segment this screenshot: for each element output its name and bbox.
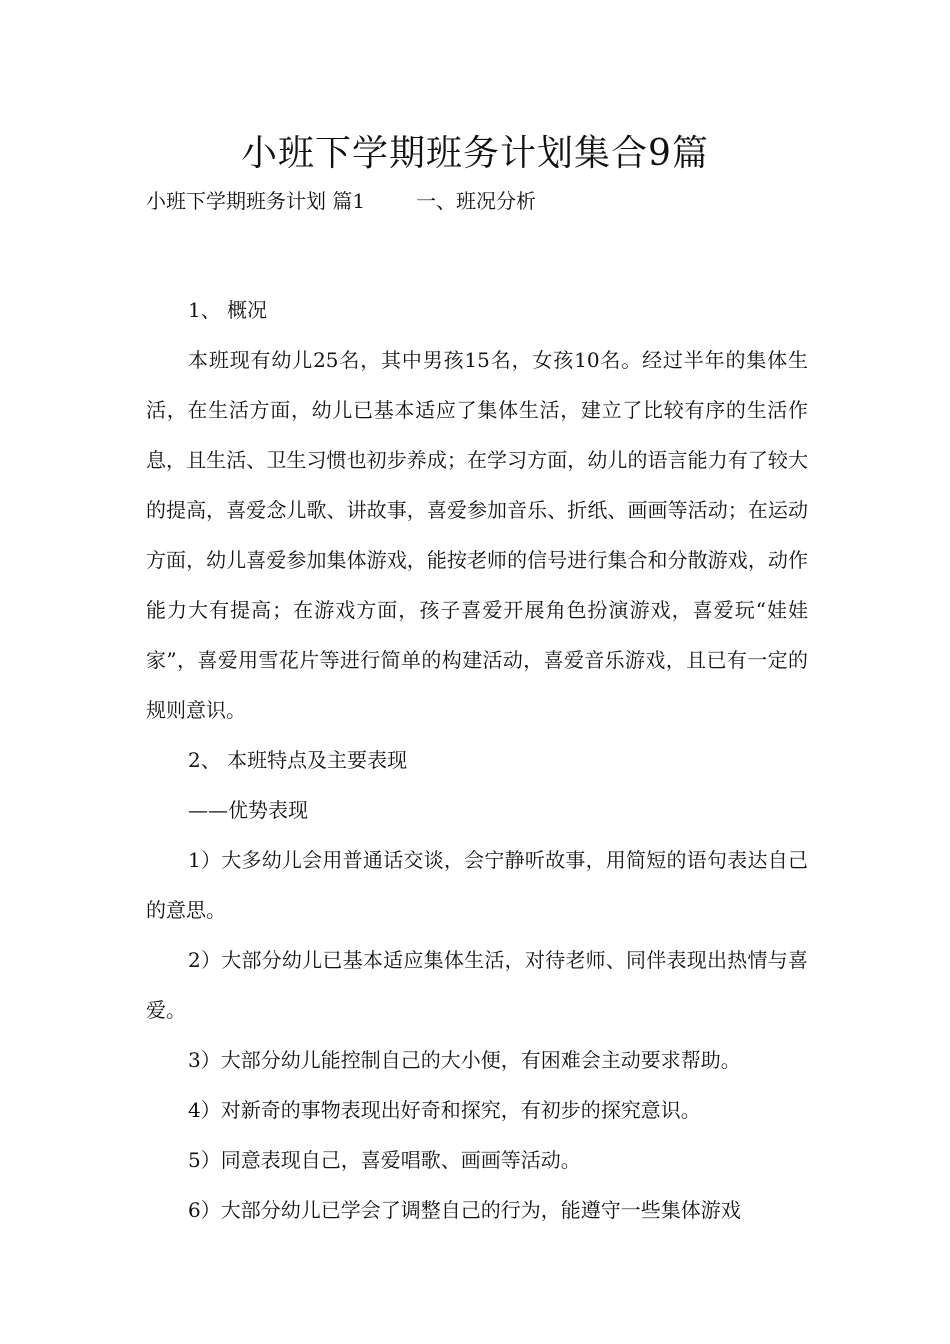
document-subtitle: 小班下学期班务计划 篇1 一、班况分析 [146,189,536,213]
document-body [146,285,808,1235]
paragraph-overview-text: 本班现有幼儿25名，其中男孩15名，女孩10名。经过半年的集体生活，在生活方面，幼儿已基本适应了集体生活，建立了比较有序的生活作息，且生活、卫生习惯也初步养成；在学习方面，幼儿的语言能力有了较大的提高，喜爱念儿歌、讲故事，喜爱参加音乐、折纸、画画等活动；在运动方面，幼儿喜爱参加集体游戏，能按老师的信号进行集合和分散游戏，动作能力大有提高；在游戏方面，孩子喜爱开展角色扮演游戏，喜爱玩“娃娃家”，喜爱用雪花片等进行简单的构建活动，喜爱音乐游戏，且已有一定的规则意识。 [146,348,808,722]
list-item: 5）同意表现自己，喜爱唱歌、画画等活动。 [188,1148,581,1172]
list-item: 4）对新奇的事物表现出好奇和探究，有初步的探究意识。 [188,1098,701,1122]
list-item: 3）大部分幼儿能控制自己的大小便，有困难会主动要求帮助。 [188,1048,741,1072]
list-item: 1）大多幼儿会用普通话交谈，会宁静听故事，用简短的语句表达自己的意思。 [146,848,808,922]
list-item: 2）大部分幼儿已基本适应集体生活，对待老师、同伴表现出热情与喜爱。 [146,948,808,1022]
paragraph-overview-heading: 1、 概况 [188,298,268,322]
list-item: 6）大部分幼儿已学会了调整自己的行为，能遵守一些集体游戏 [188,1198,741,1222]
paragraph-features-heading: 2、 本班特点及主要表现 [188,748,408,772]
paragraph-strengths-heading: ——优势表现 [188,798,308,822]
document-title: 小班下学期班务计划集合9篇 [241,133,709,174]
